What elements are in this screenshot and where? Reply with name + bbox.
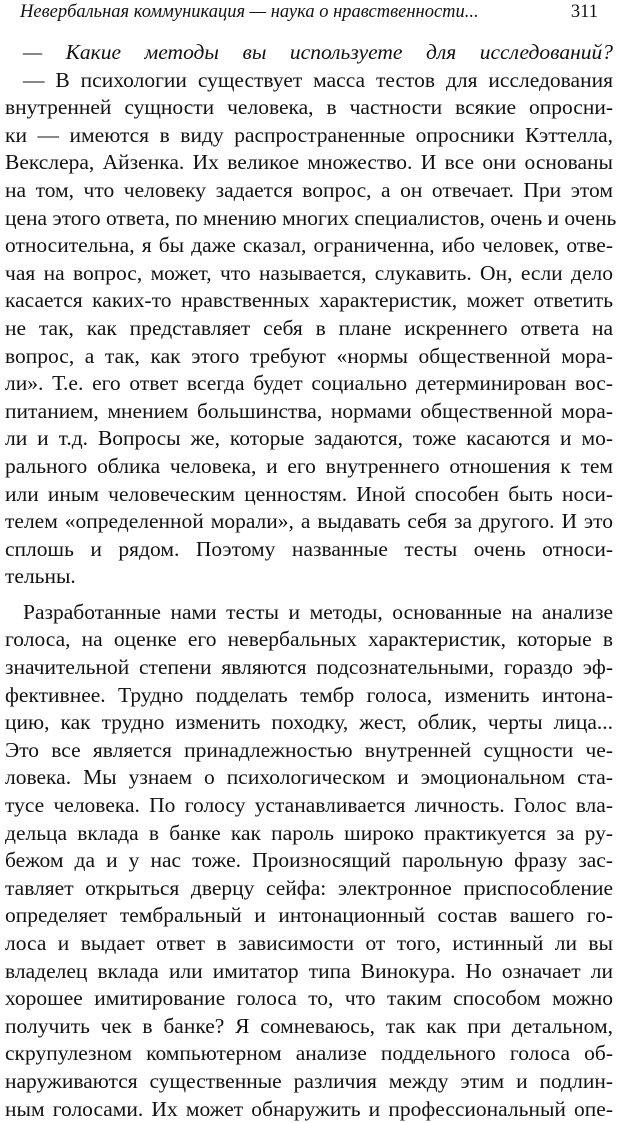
text-line: наруживаются существенные различия между этим и подлин-	[5, 1068, 613, 1093]
text-line: фективнее. Трудно подделать тембр голоса, изменить интона-	[5, 682, 613, 707]
paragraph-continuation	[5, 599, 613, 1123]
text-line: внутренней сущности человека, в частности всякие опросни-	[5, 95, 613, 120]
text-line: или иным человеческим ценностям. Иной способен быть носи-	[5, 481, 613, 506]
text-line: ным голосами. Их может обнаружить и профессиональный опе-	[5, 1096, 613, 1121]
text-line: тусе человека. По голосу устанавливается личность. Голос вла-	[5, 793, 613, 818]
text-line: — В психологии существует масса тестов для исследования	[23, 67, 613, 92]
text-line: питанием, мнением большинства, нормами общественной мора-	[5, 398, 613, 423]
text-line: чая на вопрос, может, что называется, слукавить. Он, если дело	[5, 260, 613, 285]
page-number: 311	[570, 2, 598, 22]
text-line: дельца вклада в банке как пароль широко практикуется за ру-	[5, 820, 613, 845]
text-line: ли». Т.е. его ответ всегда будет социально детерминирован вос-	[5, 371, 613, 396]
text-line: не так, как представляет себя в плане искреннего ответа на	[5, 315, 613, 340]
text-line: бежом да и у нас тоже. Произносящий парольную фразу зас-	[5, 848, 613, 873]
text-line: Векслера, Айзенка. Их великое множество. И все они основаны	[5, 150, 613, 175]
text-line: Разработанные нами тесты и методы, основанные на анализе	[23, 599, 613, 624]
text-line: значительной степени являются подсознательными, гораздо эф-	[5, 655, 613, 680]
text-line: определяет тембральный и интонационный состав вашего го-	[5, 903, 613, 928]
text-line: цию, как трудно изменить походку, жест, облик, черты лица...	[5, 710, 613, 735]
text-line: ли и т.д. Вопросы же, которые задаются, тоже касаются и мо-	[5, 426, 613, 451]
text-line: тельны.	[5, 564, 76, 589]
page-header	[0, 2, 620, 26]
text-line: цена этого ответа, по мнению многих специалистов, очень и очень	[5, 205, 617, 230]
text-line: скрупулезном компьютерном анализе поддельного голоса об-	[5, 1041, 613, 1066]
text-line: на том, что человеку задается вопрос, а он отвечает. При этом	[5, 177, 613, 202]
text-line: вопрос, а так, как этого требуют «нормы общественной мора-	[5, 343, 613, 368]
text-line: получить чек в банке? Я сомневаюсь, так как при детальном,	[5, 1013, 613, 1038]
text-line: сплошь и рядом. Поэтому названные тесты очень относи-	[5, 536, 613, 561]
text-line: ловека. Мы узнаем о психологическом и эмоциональном ста-	[5, 765, 613, 790]
text-line: хорошее имитирование голоса то, что таким способом можно	[5, 986, 613, 1011]
paragraph-answer	[5, 67, 617, 591]
paragraph-gap	[5, 591, 613, 599]
text-line: рального облика человека, и его внутреннего отношения к тем	[5, 453, 613, 478]
running-title: Невербальная коммуникация — наука о нравственности...	[20, 2, 479, 22]
text-line: относительна, я бы даже сказал, ограниченна, ибо человек, отве-	[5, 233, 613, 258]
text-line: голоса, на оценке его невербальных характеристик, которые в	[5, 627, 613, 652]
text-line: ки — имеются в виду распространенные опросники Кэттелла,	[5, 122, 613, 147]
text-line: тавляет открыться дверцу сейфа: электронное приспособление	[5, 875, 613, 900]
body-text	[5, 39, 617, 1123]
interview-question: — Какие методы вы используете для исследований?	[23, 40, 613, 64]
text-line: владелец вклада или имитатор типа Винокура. Но означает ли	[5, 958, 613, 983]
text-line: телем «определенной морали», а выдавать себя за другого. И это	[5, 509, 613, 534]
text-line: лоса и выдает ответ в зависимости от того, истинный ли вы	[5, 931, 613, 955]
text-line: касается каких-то нравственных характеристик, может ответить	[5, 288, 613, 313]
text-line: Это все является принадлежностью внутренней сущности че-	[5, 737, 613, 762]
